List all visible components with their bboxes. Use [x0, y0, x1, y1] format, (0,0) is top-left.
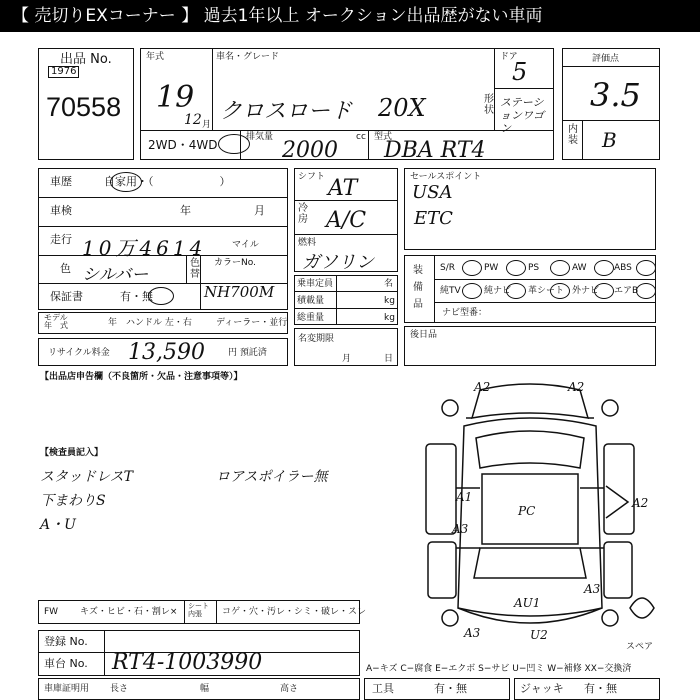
navi-label: ナビ型番：: [442, 308, 488, 318]
equip-row2-4: 外ナビ: [572, 286, 600, 296]
inspector-line1: スタッドレスT: [40, 469, 133, 485]
color-change-label: 色替: [190, 258, 200, 280]
glass-fw: FW: [44, 607, 59, 617]
recycle-unit: 円 預託済: [228, 348, 267, 358]
inspection-year: 年: [180, 204, 191, 217]
mark-rear-mid: AU1: [514, 596, 541, 610]
equip-row1-circle-2: [506, 260, 526, 276]
drive-label: 2WD・4WD: [148, 138, 218, 152]
warranty-label: 保証書: [50, 290, 83, 303]
inspector-line2: 下まわりS: [40, 493, 106, 509]
model-label: 車名・グレード: [216, 52, 280, 62]
mark-rear-left: A3: [464, 626, 481, 640]
equip-row1-2: PW: [484, 263, 499, 273]
shift-value: AT: [328, 176, 358, 201]
equip-row1-circle-1: [462, 260, 482, 276]
shape-value: ステーションワゴン: [500, 96, 544, 135]
name-change-label: 名変期限: [298, 334, 335, 344]
year-month: 12: [184, 112, 202, 128]
mark-front-left: A2: [474, 380, 491, 394]
equip-row1-circle-5: [636, 260, 656, 276]
color-value: シルバー: [82, 265, 149, 285]
equip-row2-circle-2: [506, 283, 526, 299]
tools-label: 工具: [372, 682, 394, 695]
equip-row1-1: S/R: [440, 263, 455, 273]
tools-opts: 有・無: [434, 682, 467, 695]
banner-title: 【 売切りEXコーナー 】 過去1年以上 オークション出品歴がない車両: [0, 0, 700, 32]
mark-right-side: A2: [632, 496, 649, 510]
equip-row1-circle-4: [594, 260, 614, 276]
certificate-width: 幅: [200, 684, 210, 694]
recycle-label: リサイクル料金: [48, 348, 110, 358]
mark-left-door: A1: [456, 490, 473, 504]
sales-line2: ETC: [414, 208, 453, 229]
mark-front-right: A2: [568, 380, 585, 394]
certificate-label: 車庫証明用: [44, 684, 90, 694]
chassis-label: 車台 No.: [44, 657, 88, 670]
equip-row2-circle-5: [636, 283, 656, 299]
interior-label: 内装: [568, 124, 578, 146]
year-label: 年式: [146, 52, 165, 62]
mark-rear-bottom: U2: [530, 628, 548, 642]
load-unit: kg: [384, 296, 395, 306]
load-label: 積載量: [297, 296, 325, 306]
color-label: 色: [60, 262, 71, 275]
equip-row2-2: 純ナビ: [484, 286, 512, 296]
capacity-unit: 名: [384, 279, 394, 289]
door-label: ドア: [500, 52, 518, 62]
equip-row2-circle-4: [594, 283, 614, 299]
aircon-label: 冷房: [298, 203, 308, 225]
weight-label: 総重量: [297, 313, 325, 323]
jack-label: ジャッキ: [520, 682, 564, 695]
glass-seat: コゲ・穴・汚レ・シミ・破レ・スレ: [222, 607, 367, 617]
certificate-height: 高さ: [280, 684, 299, 694]
history-label: 車歴: [50, 175, 72, 188]
model-year-label: 年: [108, 318, 118, 328]
displacement-unit: cc: [356, 132, 366, 142]
lot-label: 出品 No.: [60, 52, 112, 67]
mark-spare: スペア: [626, 642, 654, 652]
displacement-label: 排気量: [246, 132, 274, 142]
glass-seat-label: シート内張: [188, 602, 209, 618]
inspector-line3: A・U: [40, 517, 76, 533]
displacement-value: 2000: [282, 138, 338, 163]
year-unit: 月: [202, 120, 212, 130]
aircon-value: A/C: [326, 208, 367, 233]
model-year-title: モデル 年 式: [44, 313, 68, 330]
equip-row1-5: ABS: [614, 263, 632, 273]
warranty-value: 有・無: [120, 290, 153, 303]
name-change-month: 月: [342, 354, 352, 364]
warranty-circle: [148, 287, 174, 305]
lot-year-tag: 1976: [48, 66, 79, 78]
name-change-day: 日: [384, 354, 394, 364]
fuel-value: ガソリン: [302, 252, 374, 273]
equip-row2-circle-3: [550, 283, 570, 299]
history-value: 自家用・（ ）: [104, 175, 231, 188]
remarks-label: 【出品店申告欄（不良箇所・欠品・注意事項等）】: [40, 372, 243, 382]
equip-row2-1: 純TV: [440, 286, 461, 296]
jack-opts: 有・無: [584, 682, 617, 695]
fuel-label: 燃料: [298, 238, 317, 248]
history-circle: [110, 172, 142, 192]
grade-label: 評価点: [592, 54, 620, 64]
reg-label: 登録 No.: [44, 635, 88, 648]
equip-row2-5: エアB: [614, 286, 639, 296]
after-box: [404, 326, 656, 366]
glass-kizu: キズ・ヒビ・石・割レ×: [80, 607, 178, 617]
equip-row1-circle-3: [550, 260, 570, 276]
mark-roof: PC: [518, 504, 536, 518]
mark-left-rear: A3: [452, 522, 469, 536]
mileage-label: 走行: [50, 233, 72, 246]
legend: A−キズ C−腐食 E−エクボ S−サビ U−凹ミ W−補修 XX−交換済: [366, 664, 632, 674]
shift-label: シフト: [298, 172, 326, 182]
certificate-length: 長さ: [110, 684, 129, 694]
model-name: クロスロード: [220, 99, 353, 124]
inspector-label: 【検査員記入】: [40, 448, 104, 458]
type-value: DBA RT4: [384, 138, 486, 163]
model-year-handle: ハンドル 左・右: [126, 318, 192, 328]
equip-row2-3: 革シート: [528, 286, 565, 296]
lot-number: 70558: [46, 92, 122, 122]
sales-line1: USA: [412, 182, 453, 203]
recycle-value: 13,590: [128, 340, 205, 365]
model-grade: 20X: [378, 94, 426, 122]
mark-rear-right: A3: [584, 582, 601, 596]
interior-value: B: [602, 128, 617, 152]
mileage-unit: マイル: [232, 240, 259, 250]
equip-row2-circle-1: [462, 283, 482, 299]
equipment-label: 装備品: [413, 265, 423, 310]
shape-label: 形状: [484, 94, 494, 116]
after-label: 後日品: [410, 330, 438, 340]
color-no-label: カラーNo.: [214, 258, 256, 268]
grade-value: 3.5: [590, 76, 641, 114]
model-year-dealer: ディーラー・並行: [216, 318, 288, 328]
year-value: 19: [156, 80, 195, 115]
inspector-line4: ロアスポイラー無: [216, 469, 328, 485]
capacity-label: 乗車定員: [297, 279, 334, 289]
mileage-value: 10万4614: [82, 236, 207, 260]
sales-label: セールスポイント: [410, 172, 482, 182]
inspection-month: 月: [254, 204, 265, 217]
type-label: 型式: [374, 132, 393, 142]
inspection-label: 車検: [50, 204, 72, 217]
equip-row1-4: AW: [572, 263, 587, 273]
weight-unit: kg: [384, 313, 395, 323]
door-value: 5: [512, 58, 528, 86]
equip-row1-3: PS: [528, 263, 540, 273]
chassis-value: RT4-1003990: [112, 650, 263, 675]
color-no: NH700M: [204, 283, 275, 301]
